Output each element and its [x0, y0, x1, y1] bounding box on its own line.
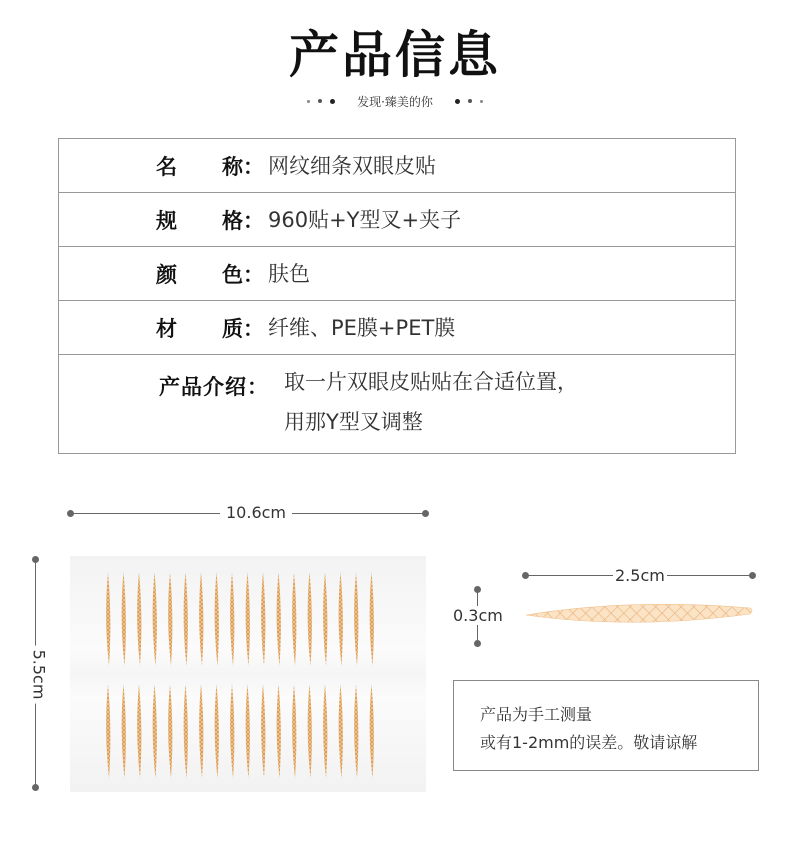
- eyelid-strip: [323, 572, 327, 666]
- eyelid-strip: [106, 684, 110, 778]
- info-row-name: [59, 139, 735, 193]
- sheet-width-label: 10.6cm: [220, 503, 292, 522]
- info-label: 规 格：: [156, 208, 264, 233]
- eyelid-strip: [230, 572, 234, 666]
- info-label-intro: 产品介绍：: [159, 375, 269, 399]
- eyelid-strip: [137, 572, 141, 666]
- note-line-1: 产品为手工测量: [480, 705, 593, 724]
- dim-dot-right: [422, 510, 429, 517]
- eyelid-strip: [230, 684, 234, 778]
- eyelid-strip: [308, 684, 312, 778]
- sheet-height-label: 5.5cm: [29, 646, 48, 704]
- eyelid-strip: [199, 572, 203, 666]
- eyelid-strip: [339, 572, 343, 666]
- eyelid-strip: [370, 684, 374, 778]
- dim-dot-bottom: [32, 784, 39, 791]
- eyelid-strip: [153, 572, 157, 666]
- eyelid-strip: [246, 684, 250, 778]
- eyelid-strip: [122, 684, 126, 778]
- page-subtitle: 发现·臻美的你: [357, 94, 433, 109]
- strip-length-label: 2.5cm: [615, 566, 665, 585]
- eyelid-strip: [370, 572, 374, 666]
- subtitle-row: [0, 90, 790, 112]
- eyelid-strip: [137, 684, 141, 778]
- eyelid-strip: [277, 684, 281, 778]
- strip-dim-dot-right: [749, 572, 756, 579]
- intro-line-2: 用那Y型叉调整: [284, 410, 423, 434]
- eyelid-strip: [277, 572, 281, 666]
- info-value-spec: 960贴+Y型叉+夹子: [268, 207, 462, 232]
- strip-dim-dot-bottom: [474, 640, 481, 647]
- eyelid-strip: [184, 572, 188, 666]
- info-label: 颜 色：: [156, 262, 264, 287]
- page-title: 产品信息: [289, 26, 501, 84]
- product-info-table: [58, 138, 736, 454]
- eyelid-strip: [261, 684, 265, 778]
- info-value-material: 纤维、PE膜+PET膜: [268, 315, 456, 340]
- eyelid-strip: [261, 572, 265, 666]
- single-strip-image: [522, 600, 754, 630]
- eyelid-strip: [292, 684, 296, 778]
- info-row-color: [59, 247, 735, 301]
- info-label: 名 称：: [156, 154, 264, 179]
- strip-sheet-graphic: [70, 556, 426, 792]
- eyelid-strip: [246, 572, 250, 666]
- eyelid-strip: [168, 684, 172, 778]
- info-label: 材 质：: [156, 316, 264, 341]
- strip-width-label: 0.3cm: [453, 606, 503, 625]
- right-dots-decoration: [455, 99, 483, 104]
- left-dots-decoration: [307, 99, 335, 104]
- measurement-note-box: [453, 680, 759, 771]
- eyelid-strip: [153, 684, 157, 778]
- eyelid-strip: [323, 684, 327, 778]
- strip-shape: [526, 604, 752, 622]
- eyelid-strip: [215, 684, 219, 778]
- info-value-color: 肤色: [268, 261, 310, 286]
- eyelid-strip: [354, 684, 358, 778]
- eyelid-strip: [215, 572, 219, 666]
- info-row-material: [59, 301, 735, 355]
- eyelid-strip: [339, 684, 343, 778]
- eyelid-strip: [308, 572, 312, 666]
- info-value-name: 网纹细条双眼皮贴: [268, 153, 436, 178]
- intro-line-1: 取一片双眼皮贴贴在合适位置，: [284, 370, 578, 394]
- eyelid-strip: [122, 572, 126, 666]
- eyelid-strip: [199, 684, 203, 778]
- eyelid-strip: [354, 572, 358, 666]
- eyelid-strip: [168, 572, 172, 666]
- note-line-2: 或有1-2mm的误差。敬请谅解: [480, 733, 698, 752]
- eyelid-strip: [292, 572, 296, 666]
- eyelid-strip-sheet-image: [70, 556, 426, 792]
- info-row-spec: [59, 193, 735, 247]
- eyelid-strip: [106, 572, 110, 666]
- eyelid-strip: [184, 684, 188, 778]
- info-row-intro: [59, 355, 735, 454]
- info-value-intro: [284, 362, 578, 442]
